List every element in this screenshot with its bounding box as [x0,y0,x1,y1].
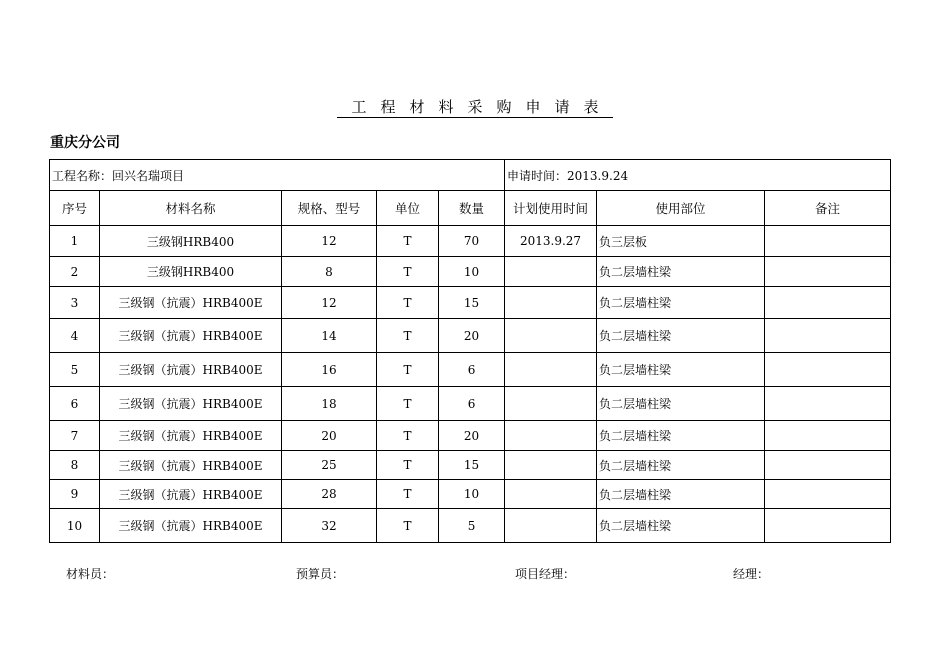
cell-unit: T [377,421,439,451]
cell-plan-date [505,257,597,287]
cell-spec: 20 [282,421,377,451]
cell-unit: T [377,480,439,509]
cell-unit: T [377,319,439,353]
cell-material: 三级钢（抗震）HRB400E [100,353,282,387]
cell-no: 4 [50,319,100,353]
cell-material: 三级钢（抗震）HRB400E [100,509,282,543]
table-row [50,226,891,257]
cell-material: 三级钢（抗震）HRB400E [100,480,282,509]
header-row [50,191,891,226]
cell-qty: 15 [439,451,505,480]
cell-material: 三级钢（抗震）HRB400E [100,451,282,480]
cell-unit: T [377,353,439,387]
cell-qty: 6 [439,387,505,421]
material-clerk-label: 材料员： [66,567,115,581]
cell-no: 9 [50,480,100,509]
cell-unit: T [377,287,439,319]
cell-qty: 70 [439,226,505,257]
cell-unit: T [377,451,439,480]
header-cell-unit: 单位 [377,191,439,226]
cell-plan-date: 2013.9.27 [505,226,597,257]
cell-no: 8 [50,451,100,480]
cell-no: 2 [50,257,100,287]
purchase-request-table [49,159,891,543]
cell-plan-date [505,353,597,387]
cell-material: 三级钢HRB400 [100,257,282,287]
cell-spec: 28 [282,480,377,509]
company-name: 重庆分公司 [50,135,120,151]
cell-spec: 32 [282,509,377,543]
cell-spec: 14 [282,319,377,353]
table-row [50,319,891,353]
cell-remark [765,480,891,509]
table-row [50,509,891,543]
cell-qty: 15 [439,287,505,319]
cell-plan-date [505,387,597,421]
table-row [50,480,891,509]
cell-no: 7 [50,421,100,451]
request-date-cell: 申请时间：2013.9.24 [505,160,891,191]
table-row [50,287,891,319]
cell-remark [765,451,891,480]
cell-no: 10 [50,509,100,543]
header-cell-material: 材料名称 [100,191,282,226]
header-cell-remark: 备注 [765,191,891,226]
cell-location: 负二层墙柱梁 [597,509,765,543]
cell-material: 三级钢（抗震）HRB400E [100,421,282,451]
cell-location: 负二层墙柱梁 [597,353,765,387]
cell-remark [765,421,891,451]
table-row [50,257,891,287]
header-cell-spec: 规格、型号 [282,191,377,226]
document-title-text: 工程材料采购申请表 [337,98,612,118]
cell-plan-date [505,421,597,451]
cell-qty: 5 [439,509,505,543]
cell-spec: 12 [282,287,377,319]
cell-location: 负二层墙柱梁 [597,480,765,509]
cell-plan-date [505,509,597,543]
cell-remark [765,319,891,353]
cell-unit: T [377,257,439,287]
cell-qty: 10 [439,480,505,509]
cell-location: 负二层墙柱梁 [597,319,765,353]
cell-spec: 12 [282,226,377,257]
cell-location: 负二层墙柱梁 [597,451,765,480]
cell-no: 3 [50,287,100,319]
cell-qty: 20 [439,319,505,353]
cell-qty: 10 [439,257,505,287]
cell-remark [765,353,891,387]
table-row [50,451,891,480]
cell-location: 负二层墙柱梁 [597,257,765,287]
cell-material: 三级钢（抗震）HRB400E [100,319,282,353]
cell-remark [765,387,891,421]
cell-remark [765,287,891,319]
project-name-cell: 工程名称：回兴名瑞项目 [50,160,505,191]
cell-spec: 25 [282,451,377,480]
cell-unit: T [377,226,439,257]
cell-remark [765,509,891,543]
cell-unit: T [377,509,439,543]
header-cell-location: 使用部位 [597,191,765,226]
table-row [50,353,891,387]
cell-material: 三级钢（抗震）HRB400E [100,387,282,421]
header-cell-no: 序号 [50,191,100,226]
cell-location: 负二层墙柱梁 [597,387,765,421]
cell-material: 三级钢HRB400 [100,226,282,257]
document-title [0,96,950,117]
cell-spec: 8 [282,257,377,287]
project-manager-label: 项目经理： [515,567,576,581]
table-row [50,387,891,421]
cell-spec: 16 [282,353,377,387]
cell-material: 三级钢（抗震）HRB400E [100,287,282,319]
cell-qty: 20 [439,421,505,451]
cell-remark [765,257,891,287]
cell-location: 负二层墙柱梁 [597,287,765,319]
header-cell-plan-date: 计划使用时间 [505,191,597,226]
table-row [50,421,891,451]
header-cell-qty: 数量 [439,191,505,226]
cell-plan-date [505,287,597,319]
cell-remark [765,226,891,257]
cell-location: 负二层墙柱梁 [597,421,765,451]
cell-no: 1 [50,226,100,257]
cell-unit: T [377,387,439,421]
cell-plan-date [505,451,597,480]
cell-plan-date [505,480,597,509]
project-info-row [50,160,891,191]
cell-location: 负三层板 [597,226,765,257]
budget-clerk-label: 预算员： [296,567,345,581]
cell-no: 6 [50,387,100,421]
cell-plan-date [505,319,597,353]
cell-no: 5 [50,353,100,387]
cell-spec: 18 [282,387,377,421]
manager-label: 经理： [733,567,770,581]
cell-qty: 6 [439,353,505,387]
